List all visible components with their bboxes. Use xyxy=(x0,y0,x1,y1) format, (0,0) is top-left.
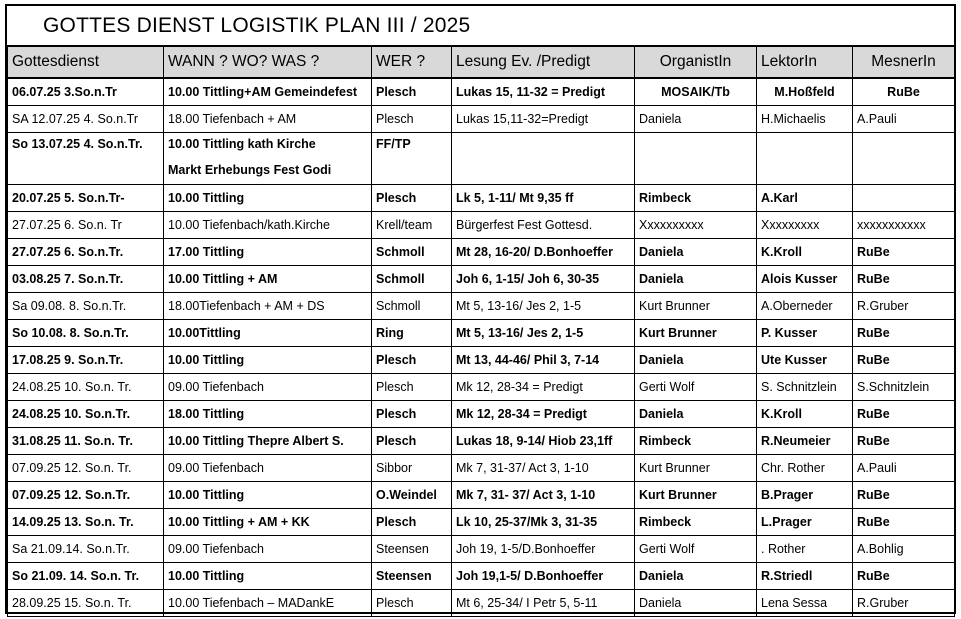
cell-text: Plesch xyxy=(376,596,414,610)
cell-text: Ute Kusser xyxy=(761,353,827,367)
cell-text: Bürgerfest Fest Gottesd. xyxy=(456,218,593,232)
cell-text: 07.09.25 12. So.n.Tr. xyxy=(12,488,131,502)
cell-mesnerin xyxy=(853,78,955,106)
table-row xyxy=(8,133,955,185)
cell-text: 09.00 Tiefenbach xyxy=(168,461,264,475)
cell-gottesdienst xyxy=(8,266,164,293)
cell-wer xyxy=(372,374,452,401)
cell-organistin xyxy=(635,374,757,401)
cell-mesnerin xyxy=(853,266,955,293)
cell-wer xyxy=(372,401,452,428)
cell-text: SA 12.07.25 4. So.n.Tr xyxy=(12,112,139,126)
cell-text: Kurt Brunner xyxy=(639,326,717,340)
cell-text: FF/TP xyxy=(376,137,411,151)
cell-organistin xyxy=(635,536,757,563)
cell-text: 10.00 Tittling + AM + KK xyxy=(168,515,310,529)
cell-text: 10.00 Tittling kath Kirche xyxy=(168,137,316,151)
cell-wann-wo-was xyxy=(164,563,372,590)
cell-text: 18.00Tiefenbach + AM + DS xyxy=(168,299,325,313)
cell-organistin xyxy=(635,509,757,536)
cell-text: Mt 5, 13-16/ Jes 2, 1-5 xyxy=(456,326,584,340)
cell-text: A.Karl xyxy=(761,191,798,205)
cell-gottesdienst xyxy=(8,401,164,428)
cell-text: RuBe xyxy=(857,488,890,502)
cell-organistin xyxy=(635,455,757,482)
cell-mesnerin xyxy=(853,239,955,266)
col-header-organistin: OrganistIn xyxy=(635,46,757,78)
cell-text: Plesch xyxy=(376,353,417,367)
cell-gottesdienst xyxy=(8,563,164,590)
cell-lektorin xyxy=(757,212,853,239)
cell-text: Steensen xyxy=(376,542,429,556)
cell-text: S. Schnitzlein xyxy=(761,380,837,394)
cell-text: Plesch xyxy=(376,380,414,394)
plan-frame xyxy=(5,4,956,614)
col-header-mesnerin: MesnerIn xyxy=(853,46,955,78)
cell-gottesdienst xyxy=(8,106,164,133)
cell-text: 10.00 Tittling xyxy=(168,191,245,205)
cell-wann-wo-was xyxy=(164,374,372,401)
cell-text: A.Pauli xyxy=(857,112,897,126)
cell-text: Krell/team xyxy=(376,218,433,232)
cell-organistin xyxy=(635,428,757,455)
table-row xyxy=(8,590,955,617)
cell-organistin xyxy=(635,185,757,212)
cell-text: Steensen xyxy=(376,569,432,583)
cell-text: Schmoll xyxy=(376,299,421,313)
col-header-lektorin: LektorIn xyxy=(757,46,853,78)
cell-wann-wo-was xyxy=(164,78,372,106)
cell-text: Kurt Brunner xyxy=(639,299,710,313)
cell-text: 24.08.25 10. So.n. Tr. xyxy=(12,380,132,394)
cell-organistin xyxy=(635,320,757,347)
cell-text: R.Striedl xyxy=(761,569,813,583)
cell-wann-wo-was xyxy=(164,347,372,374)
cell-text: RuBe xyxy=(857,245,890,259)
cell-text: Daniela xyxy=(639,272,684,286)
cell-text: Mt 13, 44-46/ Phil 3, 7-14 xyxy=(456,353,600,367)
table-row xyxy=(8,293,955,320)
cell-mesnerin xyxy=(853,320,955,347)
cell-organistin xyxy=(635,78,757,106)
cell-text: Lukas 15, 11-32 = Predigt xyxy=(456,85,606,99)
cell-text: Daniela xyxy=(639,407,684,421)
cell-text: Rimbeck xyxy=(639,434,692,448)
cell-wann-wo-was xyxy=(164,590,372,617)
cell-organistin xyxy=(635,563,757,590)
table-row xyxy=(8,185,955,212)
cell-text: Sa 21.09.14. So.n.Tr. xyxy=(12,542,130,556)
cell-gottesdienst xyxy=(8,536,164,563)
table-row xyxy=(8,78,955,106)
cell-text: RuBe xyxy=(857,515,890,529)
table-row xyxy=(8,482,955,509)
cell-wann-wo-was xyxy=(164,428,372,455)
cell-text: M.Hoßfeld xyxy=(774,85,835,99)
cell-text: 27.07.25 6. So.n. Tr xyxy=(12,218,122,232)
cell-gottesdienst xyxy=(8,78,164,106)
cell-lektorin xyxy=(757,374,853,401)
cell-mesnerin xyxy=(853,428,955,455)
cell-lesung xyxy=(452,239,635,266)
cell-text: 03.08.25 7. So.n.Tr. xyxy=(12,272,124,286)
cell-mesnerin xyxy=(853,212,955,239)
cell-organistin xyxy=(635,590,757,617)
cell-lesung xyxy=(452,106,635,133)
cell-text: Joh 19,1-5/ D.Bonhoeffer xyxy=(456,569,604,583)
cell-wann-wo-was xyxy=(164,401,372,428)
cell-gottesdienst xyxy=(8,374,164,401)
cell-lesung xyxy=(452,212,635,239)
cell-text: RuBe xyxy=(857,569,890,583)
header-row xyxy=(8,46,955,78)
cell-text: Mk 7, 31- 37/ Act 3, 1-10 xyxy=(456,488,596,502)
cell-lektorin xyxy=(757,78,853,106)
cell-text: S.Schnitzlein xyxy=(857,380,930,394)
cell-text: 10.00 Tittling Thepre Albert S. xyxy=(168,434,344,448)
cell-text: Gerti Wolf xyxy=(639,542,695,556)
table-row xyxy=(8,347,955,374)
cell-text: Daniela xyxy=(639,596,682,610)
cell-mesnerin xyxy=(853,347,955,374)
table-row xyxy=(8,536,955,563)
cell-text: MOSAIK/Tb xyxy=(661,85,730,99)
cell-text: 27.07.25 6. So.n.Tr. xyxy=(12,245,124,259)
cell-text: Mk 12, 28-34 = Predigt xyxy=(456,380,583,394)
cell-organistin xyxy=(635,293,757,320)
cell-lesung xyxy=(452,590,635,617)
table-row xyxy=(8,106,955,133)
cell-wann-wo-was xyxy=(164,509,372,536)
cell-text: So 21.09. 14. So.n. Tr. xyxy=(12,569,140,583)
table-row xyxy=(8,212,955,239)
cell-mesnerin xyxy=(853,401,955,428)
cell-lesung xyxy=(452,455,635,482)
cell-text: B.Prager xyxy=(761,488,814,502)
cell-wer xyxy=(372,428,452,455)
col-header-wann-wo-was: WANN ? WO? WAS ? xyxy=(164,46,372,78)
cell-lesung xyxy=(452,563,635,590)
cell-wer xyxy=(372,133,452,185)
cell-lesung xyxy=(452,293,635,320)
cell-text: Xxxxxxxxxx xyxy=(639,218,704,232)
cell-organistin xyxy=(635,212,757,239)
cell-text: Lukas 15,11-32=Predigt xyxy=(456,112,589,126)
cell-text: . Rother xyxy=(761,542,806,556)
schedule-table xyxy=(7,45,955,617)
cell-text: 20.07.25 5. So.n.Tr- xyxy=(12,191,125,205)
cell-text: Daniela xyxy=(639,245,684,259)
cell-text: 17.08.25 9. So.n.Tr. xyxy=(12,353,124,367)
cell-wann-wo-was xyxy=(164,133,372,185)
cell-text: 10.00 Tiefenbach – MADankE xyxy=(168,596,335,610)
cell-wer xyxy=(372,239,452,266)
cell-wer xyxy=(372,536,452,563)
cell-lektorin xyxy=(757,590,853,617)
cell-wann-wo-was xyxy=(164,482,372,509)
cell-text: Plesch xyxy=(376,434,417,448)
cell-gottesdienst xyxy=(8,347,164,374)
cell-lektorin xyxy=(757,293,853,320)
cell-lektorin xyxy=(757,347,853,374)
cell-text: 10.00 Tiefenbach/kath.Kirche xyxy=(168,218,330,232)
cell-wer xyxy=(372,185,452,212)
cell-lektorin xyxy=(757,509,853,536)
table-row xyxy=(8,401,955,428)
cell-wann-wo-was xyxy=(164,320,372,347)
cell-text: K.Kroll xyxy=(761,245,802,259)
cell-mesnerin xyxy=(853,133,955,185)
cell-text: RuBe xyxy=(857,272,890,286)
cell-text: Schmoll xyxy=(376,245,425,259)
cell-text: RuBe xyxy=(887,85,920,99)
cell-text: 07.09.25 12. So.n. Tr. xyxy=(12,461,132,475)
cell-lesung xyxy=(452,482,635,509)
cell-lesung xyxy=(452,266,635,293)
cell-text: RuBe xyxy=(857,434,890,448)
cell-wann-wo-was xyxy=(164,455,372,482)
cell-wer xyxy=(372,266,452,293)
cell-gottesdienst xyxy=(8,212,164,239)
cell-text: 10.00 Tittling xyxy=(168,569,245,583)
col-header-wer: WER ? xyxy=(372,46,452,78)
cell-lesung xyxy=(452,374,635,401)
cell-text: Kurt Brunner xyxy=(639,488,717,502)
cell-wer xyxy=(372,590,452,617)
cell-text: R.Neumeier xyxy=(761,434,831,448)
cell-text: Joh 6, 1-15/ Joh 6, 30-35 xyxy=(456,272,600,286)
cell-text: A.Oberneder xyxy=(761,299,833,313)
cell-wer xyxy=(372,106,452,133)
cell-text: 31.08.25 11. So.n. Tr. xyxy=(12,434,133,448)
cell-text: Chr. Rother xyxy=(761,461,825,475)
table-row xyxy=(8,266,955,293)
cell-text: P. Kusser xyxy=(761,326,818,340)
cell-text: Mk 12, 28-34 = Predigt xyxy=(456,407,587,421)
cell-text: R.Gruber xyxy=(857,596,909,610)
cell-lektorin xyxy=(757,239,853,266)
cell-lektorin xyxy=(757,185,853,212)
cell-wer xyxy=(372,347,452,374)
cell-text: 10.00 Tittling xyxy=(168,488,245,502)
cell-text: Daniela xyxy=(639,112,682,126)
table-row xyxy=(8,455,955,482)
cell-text: Rimbeck xyxy=(639,191,692,205)
cell-wann-wo-was xyxy=(164,266,372,293)
cell-wer xyxy=(372,455,452,482)
table-row xyxy=(8,239,955,266)
cell-wer xyxy=(372,563,452,590)
col-header-gottesdienst: Gottesdienst xyxy=(8,46,164,78)
cell-mesnerin xyxy=(853,482,955,509)
cell-wer xyxy=(372,293,452,320)
cell-text: So 10.08. 8. So.n.Tr. xyxy=(12,326,129,340)
cell-mesnerin xyxy=(853,509,955,536)
cell-text: R.Gruber xyxy=(857,299,909,313)
cell-gottesdienst xyxy=(8,482,164,509)
cell-wann-wo-was xyxy=(164,185,372,212)
cell-text: Plesch xyxy=(376,407,417,421)
cell-text: Kurt Brunner xyxy=(639,461,710,475)
cell-text: Gerti Wolf xyxy=(639,380,695,394)
cell-text: Lena Sessa xyxy=(761,596,828,610)
cell-gottesdienst xyxy=(8,455,164,482)
cell-text: Lk 10, 25-37/Mk 3, 31-35 xyxy=(456,515,598,529)
cell-wer xyxy=(372,320,452,347)
cell-text: 10.00 Tittling + AM xyxy=(168,272,278,286)
cell-gottesdienst xyxy=(8,509,164,536)
cell-lektorin xyxy=(757,106,853,133)
cell-mesnerin xyxy=(853,374,955,401)
cell-text: Lk 5, 1-11/ Mt 9,35 ff xyxy=(456,191,574,205)
cell-text: RuBe xyxy=(857,407,890,421)
cell-text: Plesch xyxy=(376,112,414,126)
cell-organistin xyxy=(635,347,757,374)
cell-text: Sibbor xyxy=(376,461,413,475)
cell-text: 09.00 Tiefenbach xyxy=(168,380,264,394)
cell-lesung xyxy=(452,509,635,536)
cell-text: So 13.07.25 4. So.n.Tr. xyxy=(12,137,143,151)
cell-organistin xyxy=(635,133,757,185)
schedule-body xyxy=(8,78,955,617)
cell-text: 10.00Tittling xyxy=(168,326,241,340)
cell-gottesdienst xyxy=(8,320,164,347)
cell-text: Mt 6, 25-34/ I Petr 5, 5-11 xyxy=(456,596,598,610)
cell-text: 09.00 Tiefenbach xyxy=(168,542,264,556)
cell-organistin xyxy=(635,106,757,133)
cell-organistin xyxy=(635,266,757,293)
cell-text: A.Pauli xyxy=(857,461,897,475)
cell-text: xxxxxxxxxxx xyxy=(857,218,926,232)
cell-mesnerin xyxy=(853,590,955,617)
cell-text: 24.08.25 10. So.n.Tr. xyxy=(12,407,131,421)
cell-wann-wo-was xyxy=(164,536,372,563)
cell-text: 18.00 Tittling xyxy=(168,407,245,421)
table-row xyxy=(8,509,955,536)
cell-mesnerin xyxy=(853,293,955,320)
cell-lesung xyxy=(452,185,635,212)
cell-lektorin xyxy=(757,320,853,347)
cell-text: RuBe xyxy=(857,353,890,367)
cell-text: H.Michaelis xyxy=(761,112,826,126)
cell-text: Alois Kusser xyxy=(761,272,838,286)
cell-text: Plesch xyxy=(376,515,417,529)
cell-wann-wo-was xyxy=(164,106,372,133)
cell-text: A.Bohlig xyxy=(857,542,904,556)
cell-organistin xyxy=(635,482,757,509)
cell-mesnerin xyxy=(853,185,955,212)
cell-mesnerin xyxy=(853,106,955,133)
cell-gottesdienst xyxy=(8,185,164,212)
cell-mesnerin xyxy=(853,536,955,563)
cell-lektorin xyxy=(757,563,853,590)
cell-text: Plesch xyxy=(376,191,417,205)
cell-gottesdienst xyxy=(8,133,164,185)
cell-wer xyxy=(372,212,452,239)
table-row xyxy=(8,428,955,455)
cell-mesnerin xyxy=(853,563,955,590)
cell-text: 06.07.25 3.So.n.Tr xyxy=(12,85,117,99)
page-title: GOTTES DIENST LOGISTIK PLAN III / 2025 xyxy=(43,14,471,37)
table-row xyxy=(8,320,955,347)
cell-gottesdienst xyxy=(8,239,164,266)
cell-text: Schmoll xyxy=(376,272,425,286)
cell-text: 17.00 Tittling xyxy=(168,245,245,259)
table-row xyxy=(8,563,955,590)
cell-text: Mt 28, 16-20/ D.Bonhoeffer xyxy=(456,245,613,259)
col-header-lesung: Lesung Ev. /Predigt xyxy=(452,46,635,78)
cell-lesung xyxy=(452,133,635,185)
cell-text: Ring xyxy=(376,326,404,340)
cell-gottesdienst xyxy=(8,293,164,320)
cell-text: L.Prager xyxy=(761,515,812,529)
cell-text: Xxxxxxxxx xyxy=(761,218,820,232)
cell-text: Joh 19, 1-5/D.Bonhoeffer xyxy=(456,542,596,556)
cell-text: Daniela xyxy=(639,353,684,367)
cell-text: Daniela xyxy=(639,569,684,583)
cell-wer xyxy=(372,78,452,106)
cell-gottesdienst xyxy=(8,428,164,455)
cell-lektorin xyxy=(757,401,853,428)
cell-organistin xyxy=(635,401,757,428)
cell-lektorin xyxy=(757,536,853,563)
cell-lektorin xyxy=(757,266,853,293)
cell-mesnerin xyxy=(853,455,955,482)
cell-lektorin xyxy=(757,455,853,482)
cell-text: Mk 7, 31-37/ Act 3, 1-10 xyxy=(456,461,589,475)
cell-text: O.Weindel xyxy=(376,488,437,502)
cell-lesung xyxy=(452,320,635,347)
cell-text: K.Kroll xyxy=(761,407,802,421)
cell-text: Sa 09.08. 8. So.n.Tr. xyxy=(12,299,127,313)
cell-lesung xyxy=(452,78,635,106)
cell-text: 14.09.25 13. So.n. Tr. xyxy=(12,515,134,529)
cell-text: Plesch xyxy=(376,85,417,99)
table-row xyxy=(8,374,955,401)
cell-gottesdienst xyxy=(8,590,164,617)
cell-wann-wo-was xyxy=(164,293,372,320)
cell-wann-wo-was xyxy=(164,212,372,239)
cell-text: Lukas 18, 9-14/ Hiob 23,1ff xyxy=(456,434,613,448)
cell-lesung xyxy=(452,428,635,455)
cell-organistin xyxy=(635,239,757,266)
cell-lesung xyxy=(452,536,635,563)
cell-text: RuBe xyxy=(857,326,890,340)
cell-text: 10.00 Tittling xyxy=(168,353,245,367)
cell-lektorin xyxy=(757,482,853,509)
cell-text: 18.00 Tiefenbach + AM xyxy=(168,112,297,126)
cell-text-second-line: Markt Erhebungs Fest Godi xyxy=(168,163,332,177)
cell-wer xyxy=(372,509,452,536)
cell-text: Rimbeck xyxy=(639,515,692,529)
cell-lektorin xyxy=(757,428,853,455)
cell-text: 10.00 Tittling+AM Gemeindefest xyxy=(168,85,358,99)
cell-lesung xyxy=(452,347,635,374)
cell-text: 28.09.25 15. So.n. Tr. xyxy=(12,596,132,610)
cell-wer xyxy=(372,482,452,509)
cell-wann-wo-was xyxy=(164,239,372,266)
cell-lesung xyxy=(452,401,635,428)
cell-text: Mt 5, 13-16/ Jes 2, 1-5 xyxy=(456,299,582,313)
cell-lektorin xyxy=(757,133,853,185)
